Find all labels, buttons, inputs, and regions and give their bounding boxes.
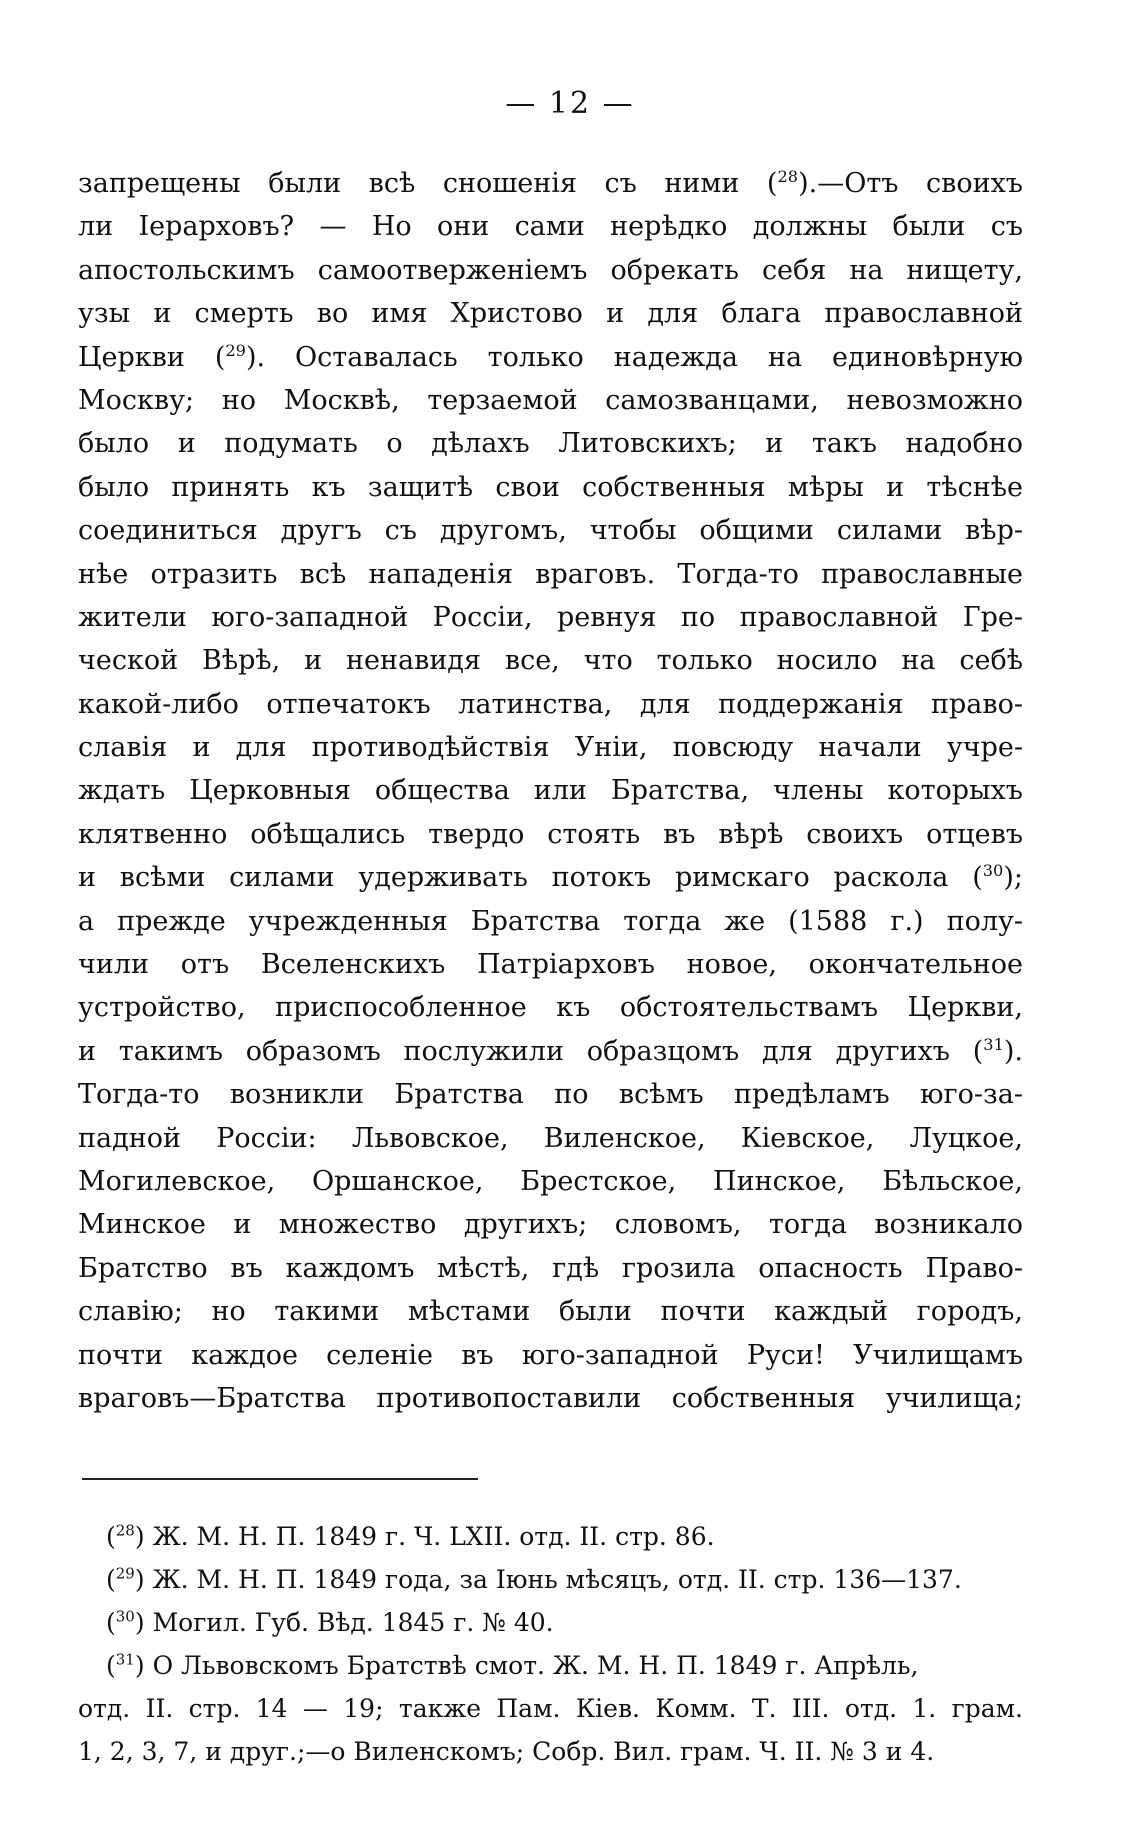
text-line: узы и смерть во имя Христово и для блага православной <box>78 298 1023 330</box>
text-line <box>78 336 1023 379</box>
text-line: Тогда-то возникли Братства по всѣмъ предѣламъ юго-за- <box>78 1079 1023 1111</box>
footnote-marker: 29 <box>115 1564 135 1583</box>
footnote-divider <box>82 1478 478 1480</box>
text-segment: и всѣми силами удерживать потокъ римскаго раскола ( <box>78 862 983 894</box>
footnote-text: О Львовскомъ Братствѣ смот. Ж. М. Н. П. 1849 г. Апрѣль, <box>152 1651 919 1680</box>
text-line: Могилевское, Оршанское, Брестское, Пинское, Бѣльское, <box>78 1165 1023 1197</box>
body-text <box>78 162 1023 1420</box>
text-line: Москву; но Москвѣ, терзаемой самозванцами, невозможно <box>78 384 1023 416</box>
text-line: соединиться другъ съ другомъ, чтобы общими силами вѣр- <box>78 515 1023 547</box>
text-line: славія и для противодѣйствія Уніи, повсюду начали учре- <box>78 732 1023 764</box>
footnote-28: ($^{28}$) Ж. М. Н. П. 1849 г. Ч. LXII. отд. II. стр. 86. <box>106 1521 715 1551</box>
text-line: жители юго-западной Россіи, ревнуя по православной Гре- <box>78 601 1023 633</box>
text-line: устройство, приспособленное къ обстоятельствамъ Церкви, <box>78 992 1023 1024</box>
text-segment: ); <box>1003 862 1023 894</box>
text-line <box>78 162 1023 205</box>
footnote-31: ($^{31}$) О Львовскомъ Братствѣ смот. Ж. М. Н. П. 1849 г. Апрѣль, <box>106 1650 919 1680</box>
text-line: Братство въ каждомъ мѣстѣ, гдѣ грозила опасность Право- <box>78 1252 1023 1284</box>
text-line: апостольскимъ самоотверженіемъ обрекать себя на нищету, <box>78 254 1023 286</box>
footnote-30: ($^{30}$) Могил. Губ. Вѣд. 1845 г. № 40. <box>106 1607 554 1637</box>
text-line: враговъ—Братства противопоставили собственныя училища; <box>78 1382 1023 1414</box>
footnote-marker: 31 <box>115 1650 135 1669</box>
footnote-ref: 31 <box>983 1034 1004 1054</box>
footnote-31-continued: 1, 2, 3, 7, и друг.;—о Виленскомъ; Собр. Вил. грам. Ч. II. № 3 и 4. <box>78 1737 935 1766</box>
footnote-ref: 28 <box>777 167 799 186</box>
text-line: ждать Церковныя общества или Братства, члены которыхъ <box>78 775 1023 807</box>
text-segment: ). <box>1003 1035 1023 1067</box>
page-number: — 12 — <box>505 86 635 121</box>
text-line: ли Іерарховъ? — Но они сами нерѣдко должны были съ <box>78 211 1023 243</box>
text-line: а прежде учрежденныя Братства тогда же (1588 г.) полу- <box>78 905 1023 937</box>
text-segment: Церкви ( <box>78 341 226 373</box>
text-line: почти каждое селеніе въ юго-западной Руси! Училищамъ <box>78 1339 1023 1371</box>
footnotes <box>78 1515 1023 1773</box>
text-segment: ).—Отъ своихъ <box>798 168 1023 199</box>
text-line: Минское и множество другихъ; словомъ, тогда возникало <box>78 1209 1023 1241</box>
footnote-ref: 29 <box>225 340 246 360</box>
text-line: клятвенно обѣщались твердо стоять въ вѣрѣ своихъ отцевъ <box>78 818 1023 850</box>
text-segment: запрещены были всѣ сношенія съ ними ( <box>78 168 778 199</box>
footnote-text: Могил. Губ. Вѣд. 1845 г. № 40. <box>152 1608 554 1637</box>
footnote-marker: 28 <box>115 1521 135 1540</box>
footnote-31-continued: отд. II. стр. 14 — 19; также Пам. Кіев. Комм. Т. III. отд. 1. грам. <box>78 1694 1023 1723</box>
footnote-29: ($^{29}$) Ж. М. Н. П. 1849 года, за Іюнь мѣсяцъ, отд. II. стр. 136—137. <box>106 1564 962 1594</box>
text-line: чили отъ Вселенскихъ Патріарховъ новое, окончательное <box>78 949 1023 981</box>
footnote-marker: 30 <box>115 1607 135 1626</box>
text-segment: и такимъ образомъ послужили образцомъ для другихъ ( <box>78 1035 984 1067</box>
footnote-text: Ж. М. Н. П. 1849 года, за Іюнь мѣсяцъ, отд. II. стр. 136—137. <box>152 1565 962 1594</box>
text-line: ческой Вѣрѣ, и ненавидя все, что только носило на себѣ <box>78 645 1023 677</box>
text-line: падной Россіи: Львовское, Виленское, Кіевское, Луцкое, <box>78 1122 1023 1154</box>
text-line: славію; но такими мѣстами были почти каждый городъ, <box>78 1296 1023 1328</box>
footnote-text: Ж. М. Н. П. 1849 г. Ч. LXII. отд. II. стр. 86. <box>152 1522 715 1551</box>
text-line: было и подумать о дѣлахъ Литовскихъ; и такъ надобно <box>78 428 1023 460</box>
text-line <box>78 1030 1023 1073</box>
text-line: было принять къ защитѣ свои собственныя мѣры и тѣснѣе <box>78 471 1023 503</box>
footnote-ref: 30 <box>982 861 1004 881</box>
text-segment: ). Оставалась только надежда на единовѣрную <box>245 341 1023 373</box>
text-line: какой-либо отпечатокъ латинства, для поддержанія право- <box>78 688 1023 720</box>
text-line <box>78 856 1023 899</box>
text-line: нѣе отразить всѣ нападенія враговъ. Тогда-то православные <box>78 558 1023 590</box>
